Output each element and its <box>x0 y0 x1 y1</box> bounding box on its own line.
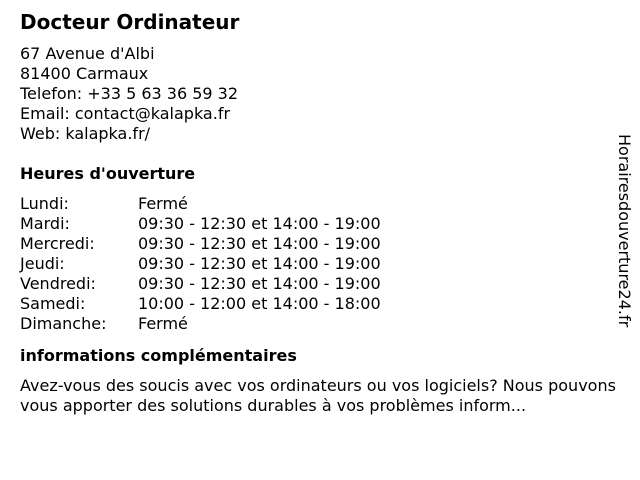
hours-row-thursday <box>20 254 620 274</box>
hours-row-monday <box>20 194 620 214</box>
day-label: Samedi: <box>20 294 86 313</box>
day-label: Mercredi: <box>20 234 95 253</box>
day-hours: 09:30 - 12:30 et 14:00 - 19:00 <box>138 274 381 293</box>
day-label: Dimanche: <box>20 314 107 333</box>
day-hours: Fermé <box>138 314 188 333</box>
day-label: Vendredi: <box>20 274 96 293</box>
hours-row-sunday <box>20 314 620 334</box>
source-credit: Horairesdouverture24.fr <box>615 134 634 328</box>
day-hours: Fermé <box>138 194 188 213</box>
info-description: Avez-vous des soucis avec vos ordinateurs ou vos logiciels? Nous pouvons vous apporter des solutions durables à vos problèmes inform... <box>20 376 616 415</box>
day-label: Mardi: <box>20 214 70 233</box>
business-card <box>20 8 620 416</box>
day-label: Jeudi: <box>20 254 65 273</box>
day-hours: 09:30 - 12:30 et 14:00 - 19:00 <box>138 214 381 233</box>
email-line: Email: contact@kalapka.fr <box>20 104 231 123</box>
day-label: Lundi: <box>20 194 69 213</box>
hours-table <box>20 194 620 334</box>
info-heading: informations complémentaires <box>20 346 297 365</box>
hours-heading: Heures d'ouverture <box>20 164 196 183</box>
business-name: Docteur Ordinateur <box>20 10 240 34</box>
hours-row-saturday <box>20 294 620 314</box>
day-hours: 09:30 - 12:30 et 14:00 - 19:00 <box>138 234 381 253</box>
hours-row-tuesday <box>20 214 620 234</box>
address-street: 67 Avenue d'Albi <box>20 44 155 63</box>
phone-line: Telefon: +33 5 63 36 59 32 <box>20 84 239 103</box>
hours-row-friday <box>20 274 620 294</box>
day-hours: 10:00 - 12:00 et 14:00 - 18:00 <box>138 294 381 313</box>
day-hours: 09:30 - 12:30 et 14:00 - 19:00 <box>138 254 381 273</box>
hours-row-wednesday <box>20 234 620 254</box>
address-city: 81400 Carmaux <box>20 64 149 83</box>
web-line: Web: kalapka.fr/ <box>20 124 151 143</box>
